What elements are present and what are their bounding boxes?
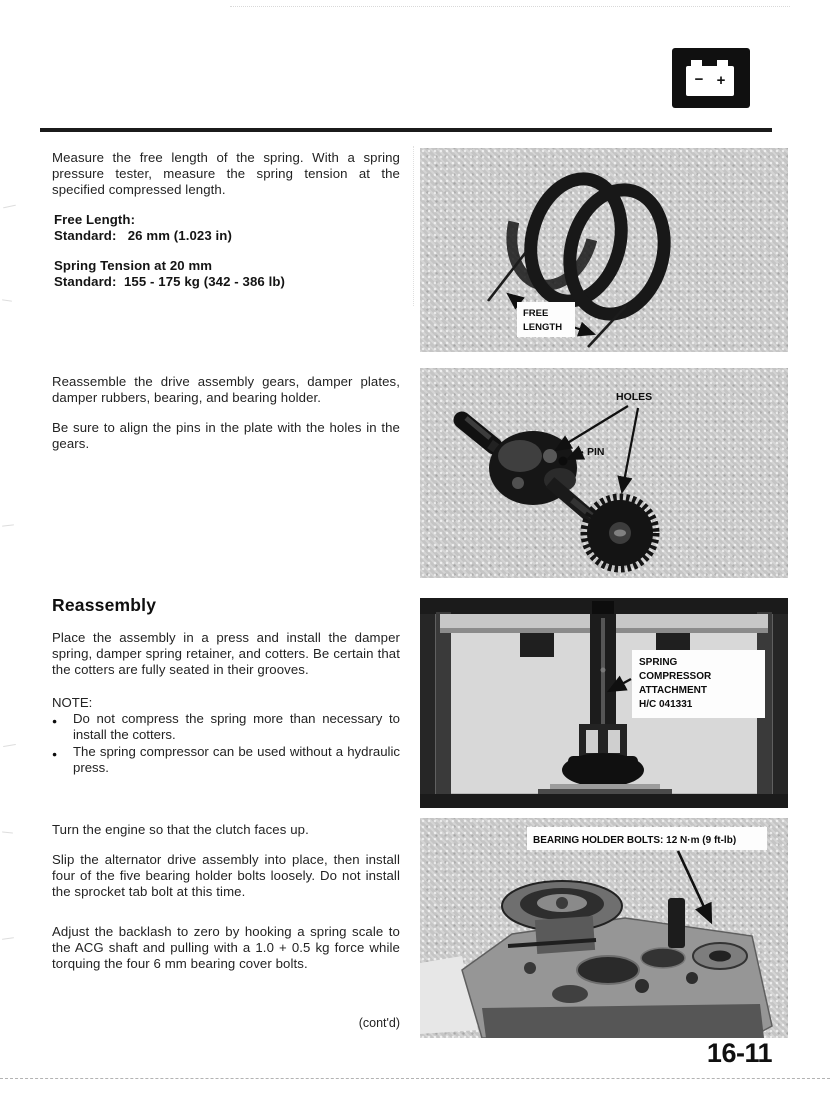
spec-tension-title: Spring Tension at 20 mm [54,258,213,273]
battery-section-icon [672,48,750,108]
photo-spring-compressor [420,598,788,808]
scan-edge-top [230,6,790,7]
contd-label: (cont'd) [358,1016,400,1030]
scan-artifact [2,299,12,301]
compressor-label-line2: COMPRESSOR [639,671,712,682]
engine-photo-graphic [420,818,788,1038]
bullet-icon: ● [52,716,58,726]
battery-plus: + [716,72,726,89]
scan-artifact [2,524,14,526]
note-item [52,744,400,776]
photo-bearing-holder [420,818,788,1038]
free-length-arrow-right [573,327,594,334]
holes-arrow-plate [556,406,628,450]
scan-artifact [2,831,13,833]
compressor-label-line1: SPRING [639,657,678,668]
press-photo-graphic [420,598,788,808]
note-label: NOTE: [52,695,93,710]
holes-arrow-gear [622,408,638,492]
scan-fold-mark [413,146,414,306]
battery-minus: − [694,71,704,88]
header-rule [40,128,772,132]
compressor-label-line4: H/C 041331 [639,699,693,710]
paragraph-slip-alternator: Slip the alternator drive assembly into place, then install four of the five bearing holder bolts loosely. Do not install the sprocket tab bolt at this time. [52,852,400,899]
free-length-label-line2: LENGTH [523,322,563,333]
gear-feature [584,497,656,569]
pin-label: PIN [587,446,605,458]
spring-photo-graphic [420,148,788,352]
reassembly-heading: Reassembly [52,595,157,615]
pin-feature [559,457,568,466]
note-item-text: The spring compressor can be used without a hydraulic press. [73,743,400,775]
paragraph-reassemble-gears: Reassemble the drive assembly gears, damper plates, damper rubbers, bearing, and bearing holder. [52,374,400,405]
note-item [52,711,400,743]
note-item-text: Do not compress the spring more than necessary to install the cotters. [73,711,400,742]
paragraph-adjust-backlash: Adjust the backlash to zero by hooking a spring scale to the ACG shaft and pulling with a 1.0 + 0.5 kg force while torquing the four 6 mm bearing cover bolts. [52,924,400,971]
spec-free-length-title: Free Length: [54,212,136,227]
page-number: 16-11 [706,1038,772,1068]
bearing-bolts-label: BEARING HOLDER BOLTS: 12 N·m (9 ft-lb) [533,835,737,846]
scan-artifact [3,744,16,747]
compressor-label-line3: ATTACHMENT [639,685,707,696]
free-length-label-line1: FREE [523,308,549,319]
paragraph-turn-engine: Turn the engine so that the clutch faces up. [52,822,309,837]
spec-free-length-value: Standard: 26 mm (1.023 in) [54,228,232,243]
photo-spring-free-length [420,148,788,352]
photo-drive-assembly [420,368,788,578]
scan-edge-bottom [0,1078,830,1079]
paragraph-measure-spring: Measure the free length of the spring. With a spring pressure tester, measure the spring tension at the specified compressed length. [52,150,400,197]
scan-artifact [3,205,16,209]
paragraph-align-pins: Be sure to align the pins in the plate with the holes in the gears. [52,420,400,451]
scan-artifact [2,937,14,940]
bullet-icon: ● [52,748,58,759]
spec-tension-value: Standard: 155 - 175 kg (342 - 386 lb) [54,274,286,289]
holes-label: HOLES [616,391,653,403]
drive-assembly-photo-graphic [420,368,788,578]
battery-icon [672,48,750,108]
paragraph-place-assembly: Place the assembly in a press and install the damper spring, damper spring retainer, and cotters. Be certain that the cotters are fully seated in their grooves. [52,630,400,677]
note-list [52,711,400,777]
